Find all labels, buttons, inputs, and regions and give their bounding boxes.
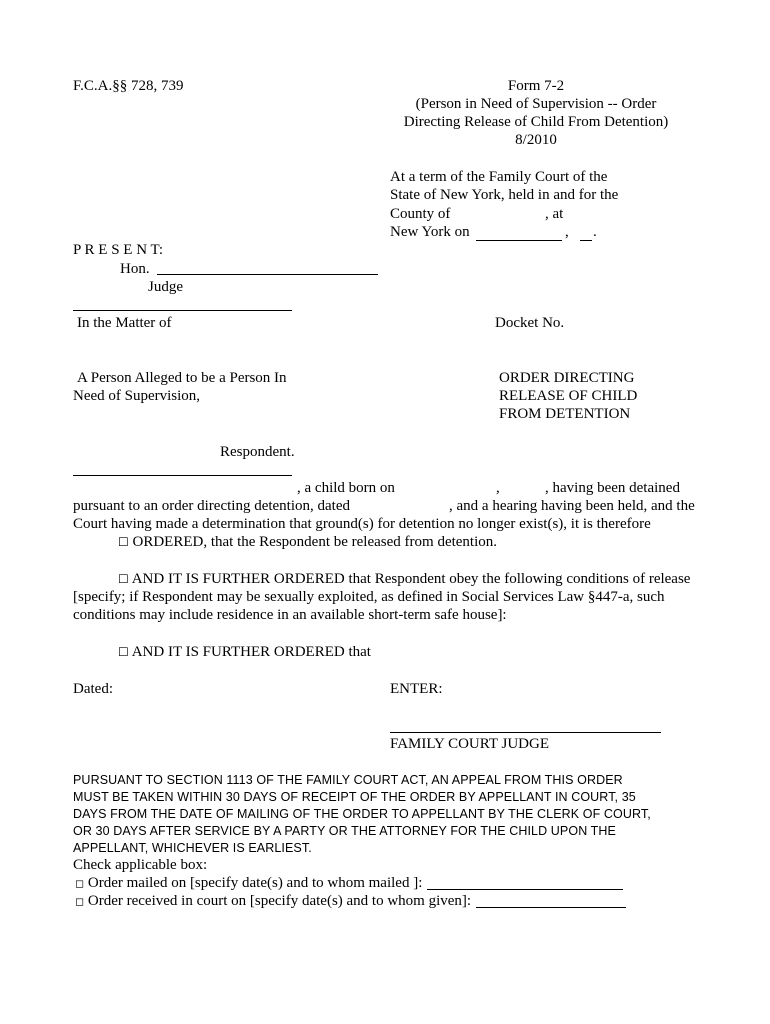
caption-bottom-rule: [73, 475, 292, 476]
order-received-checkbox[interactable]: ◻: [75, 895, 85, 908]
date-comma: ,: [565, 224, 569, 240]
further-ordered-2-text: AND IT IS FURTHER ORDERED that: [131, 644, 371, 660]
further-ordered-clause-1: [118, 570, 690, 588]
form-title-line-1: (Person in Need of Supervision -- Order: [415, 96, 657, 112]
order-received-text: Order received in court on [specify date(s) and to whom given]:: [87, 893, 472, 909]
dated-label: Dated:: [73, 681, 113, 697]
present-label: P R E S E N T:: [73, 242, 164, 258]
order-mailed-text: Order mailed on [specify date(s) and to whom mailed ]:: [87, 875, 423, 891]
person-alleged-line-2: Need of Supervision,: [73, 388, 201, 404]
child-born-on: , a child born on: [297, 480, 395, 496]
order-received-blank-line[interactable]: [476, 907, 626, 908]
at-label: , at: [545, 206, 564, 222]
form-date: 8/2010: [515, 132, 557, 148]
having-been-detained: , having been detained: [545, 480, 680, 496]
further-ordered-2-checkbox[interactable]: ☐: [118, 645, 129, 659]
ordered-text: ORDERED, that the Respondent be released from detention.: [132, 534, 498, 550]
court-term-line-2: State of New York, held in and for the: [390, 187, 619, 203]
order-title-line-2: RELEASE OF CHILD: [499, 388, 638, 404]
ny-on-label: New York on: [390, 224, 470, 240]
detention-order-text: pursuant to an order directing detention, dated: [73, 498, 350, 514]
further-ordered-1-checkbox[interactable]: ☐: [118, 572, 129, 586]
hon-blank-line[interactable]: [157, 274, 378, 275]
determination-text: Court having made a determination that ground(s) for detention no longer exist(s), it is therefore: [73, 516, 651, 532]
ordered-checkbox[interactable]: ☐: [118, 535, 129, 549]
county-label: County of: [390, 206, 451, 222]
hon-label: Hon.: [120, 261, 150, 277]
caption-top-rule: [73, 310, 292, 311]
court-term-line-1: At a term of the Family Court of the: [390, 169, 608, 185]
appeal-notice-line-4: OR 30 DAYS AFTER SERVICE BY A PARTY OR THE ATTORNEY FOR THE CHILD UPON THE: [73, 824, 616, 838]
appeal-notice-line-5: APPELLANT, WHICHEVER IS EARLIEST.: [73, 841, 312, 855]
form-number: Form 7-2: [507, 78, 565, 94]
appeal-notice-line-3: DAYS FROM THE DATE OF MAILING OF THE ORDER TO APPELLANT BY THE CLERK OF COURT,: [73, 807, 651, 821]
appeal-notice-line-2: MUST BE TAKEN WITHIN 30 DAYS OF RECEIPT OF THE ORDER BY APPELLANT IN COURT, 35: [73, 790, 636, 804]
in-the-matter-of: In the Matter of: [77, 315, 172, 331]
order-mailed-row: [75, 874, 422, 893]
statute-citation: F.C.A.§§ 728, 739: [73, 78, 184, 94]
ordered-clause: [118, 533, 497, 551]
order-mailed-checkbox[interactable]: ◻: [75, 877, 85, 890]
person-alleged-line-1: A Person Alleged to be a Person In: [77, 370, 287, 386]
order-title-line-3: FROM DETENTION: [499, 406, 631, 422]
judge-signature-line[interactable]: [390, 732, 661, 733]
order-mailed-blank-line[interactable]: [427, 889, 623, 890]
order-received-row: [75, 892, 471, 911]
year-blank-line[interactable]: [580, 240, 592, 241]
order-title-line-1: ORDER DIRECTING: [499, 370, 635, 386]
docket-number-label: Docket No.: [495, 315, 565, 331]
form-title-line-2: Directing Release of Child From Detention): [403, 114, 669, 130]
hearing-held-text: , and a hearing having been held, and the: [449, 498, 695, 514]
check-applicable-box: Check applicable box:: [73, 857, 208, 873]
enter-label: ENTER:: [390, 681, 443, 697]
further-ordered-1-text: AND IT IS FURTHER ORDERED that Respondent obey the following conditions of release: [131, 571, 691, 587]
birth-date-comma: ,: [496, 480, 500, 496]
further-ordered-clause-2: [118, 643, 371, 661]
appeal-notice-line-1: PURSUANT TO SECTION 1113 OF THE FAMILY COURT ACT, AN APPEAL FROM THIS ORDER: [73, 773, 623, 787]
judge-label: Judge: [148, 279, 183, 295]
family-court-judge-title: FAMILY COURT JUDGE: [390, 736, 549, 752]
date-period: .: [593, 224, 597, 240]
date-blank-line[interactable]: [476, 240, 562, 241]
conditions-specify-text: [specify; if Respondent may be sexually exploited, as defined in Social Services Law §447-a, such: [73, 589, 665, 605]
conditions-safe-house-text: conditions may include residence in an available short-term safe house]:: [73, 607, 507, 623]
respondent-label: Respondent.: [220, 444, 295, 460]
